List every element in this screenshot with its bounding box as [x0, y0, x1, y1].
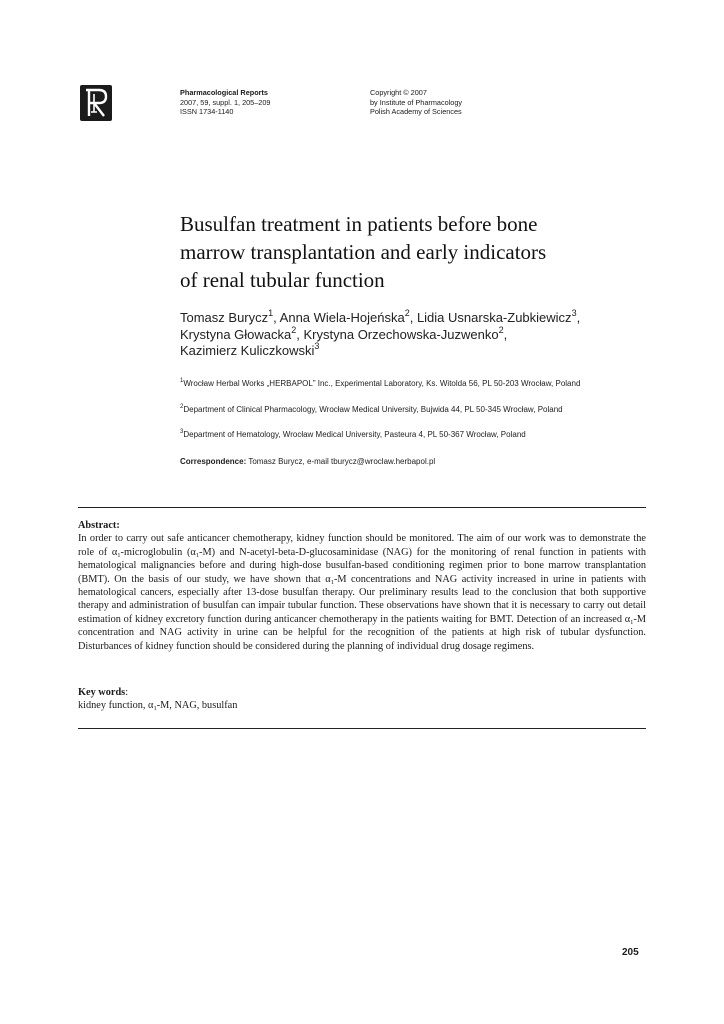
affiliation-number: 1	[180, 378, 184, 384]
correspondence-label: Correspondence:	[180, 457, 247, 466]
title-line: Busulfan treatment in patients before bone	[180, 212, 538, 236]
author-affil-ref: 3	[314, 341, 320, 351]
journal-issn: ISSN 1734-1140	[180, 107, 234, 117]
author-name: Krystyna Głowacka	[180, 326, 292, 342]
journal-issue: 2007, 59, suppl. 1, 205–209	[180, 97, 271, 107]
author-name: Kazimierz Kuliczkowski	[180, 343, 315, 358]
section-divider	[78, 728, 646, 729]
keywords-heading: Key words:	[78, 687, 129, 698]
affiliation-text: Department of Clinical Pharmacology, Wrocław Medical University, Bujwida 44, PL 50-345 Wrocław, Poland	[183, 405, 563, 414]
author-affil-ref: 2	[498, 324, 504, 335]
author-name: Krystyna Orzechowska-Juzwenko	[303, 326, 499, 342]
affiliation	[180, 405, 563, 415]
author-name: Anna Wiela-Hojeńska	[279, 310, 405, 325]
correspondence	[180, 457, 435, 467]
abstract-text: In order to carry out safe anticancer chemotherapy, kidney function should be monitored. The aim of our work was to demonstrate the role of $\alpha_1$-microglobulin $(\alpha_1-M)$ and N-acetyl-beta-D-glucosaminidase (NAG) for the monitoring of renal function in patients with hematological malignancies before and during high-dose busulfan-based conditioning regimen prior to bone marrow transplantation (BMT). On the basis of our study, we have shown that $\alpha_1-M$ concentrations and NAG activity increased in urine in patients with hematological cancers, especially after 13-dose busulfan therapy. Our preliminary results lead to the conclusion that both supportive therapy and administration of busulfan can impair tubular function. These observations have shown that it is necessary to carry out detail estimation of kidney excretory function during anticancer chemotherapy in the patients waiting for BMT. Detection of an increased $\alpha_1-M$ concentration and NAG activity in urine can be helpful for the recognition of the patients at high risk of tubular dysfunction. Disturbances of kidney function should be considered during the planning of individual drug dosage regimens.	[78, 533, 646, 652]
author-affil-ref: 2	[291, 324, 297, 335]
affiliation-number: 3	[180, 429, 184, 435]
author-affil-ref: 1	[268, 308, 274, 318]
affiliation-text: Wrocław Herbal Works „HERBAPOL” Inc., Experimental Laboratory, Ks. Witolda 56, PL 50-203 Wrocław, Poland	[183, 379, 581, 388]
journal-name: Pharmacological Reports	[180, 88, 268, 97]
abstract	[78, 519, 646, 653]
affiliation	[180, 379, 580, 389]
keywords-text: kidney function, $\alpha_1-M$, NAG, busulfan	[78, 700, 238, 713]
keywords	[78, 686, 646, 713]
copyright-org: Polish Academy of Sciences	[370, 107, 462, 117]
copyright-line: Copyright © 2007	[370, 88, 427, 97]
author-affil-ref: 3	[571, 308, 577, 318]
author-line: Tomasz Burycz$^1$, Anna Wiela-Hojeńska$^2$, Lidia Usnarska-Zubkiewicz$^3$,	[180, 308, 581, 325]
correspondence-text: Tomasz Burycz, e-mail tburycz@wroclaw.herbapol.pl	[248, 457, 436, 466]
journal-logo	[80, 85, 112, 121]
copyright-info	[370, 88, 462, 117]
keywords-label: Key words	[78, 687, 126, 698]
article-title	[180, 210, 650, 294]
affiliation	[180, 430, 526, 440]
affiliation-text: Department of Hematology, Wrocław Medical University, Pasteura 4, PL 50-367 Wrocław, Poland	[183, 430, 526, 439]
author-line: Krystyna Głowacka$^2$, Krystyna Orzechowska-Juzwenko$^2$,	[180, 324, 508, 342]
author-affil-ref: 2	[404, 308, 410, 318]
author-list	[180, 310, 650, 360]
journal-info	[180, 88, 270, 117]
affiliation-number: 2	[180, 404, 184, 410]
author-name: Lidia Usnarska-Zubkiewicz	[416, 310, 572, 325]
copyright-by: by Institute of Pharmacology	[370, 97, 463, 107]
page-number: 205	[622, 947, 639, 958]
title-line: marrow transplantation and early indicators	[180, 240, 547, 264]
author-line	[180, 343, 650, 360]
section-divider	[78, 507, 646, 508]
author-name: Tomasz Burycz	[180, 310, 269, 325]
abstract-label: Abstract:	[78, 520, 120, 531]
title-line: of renal tubular function	[180, 268, 385, 292]
